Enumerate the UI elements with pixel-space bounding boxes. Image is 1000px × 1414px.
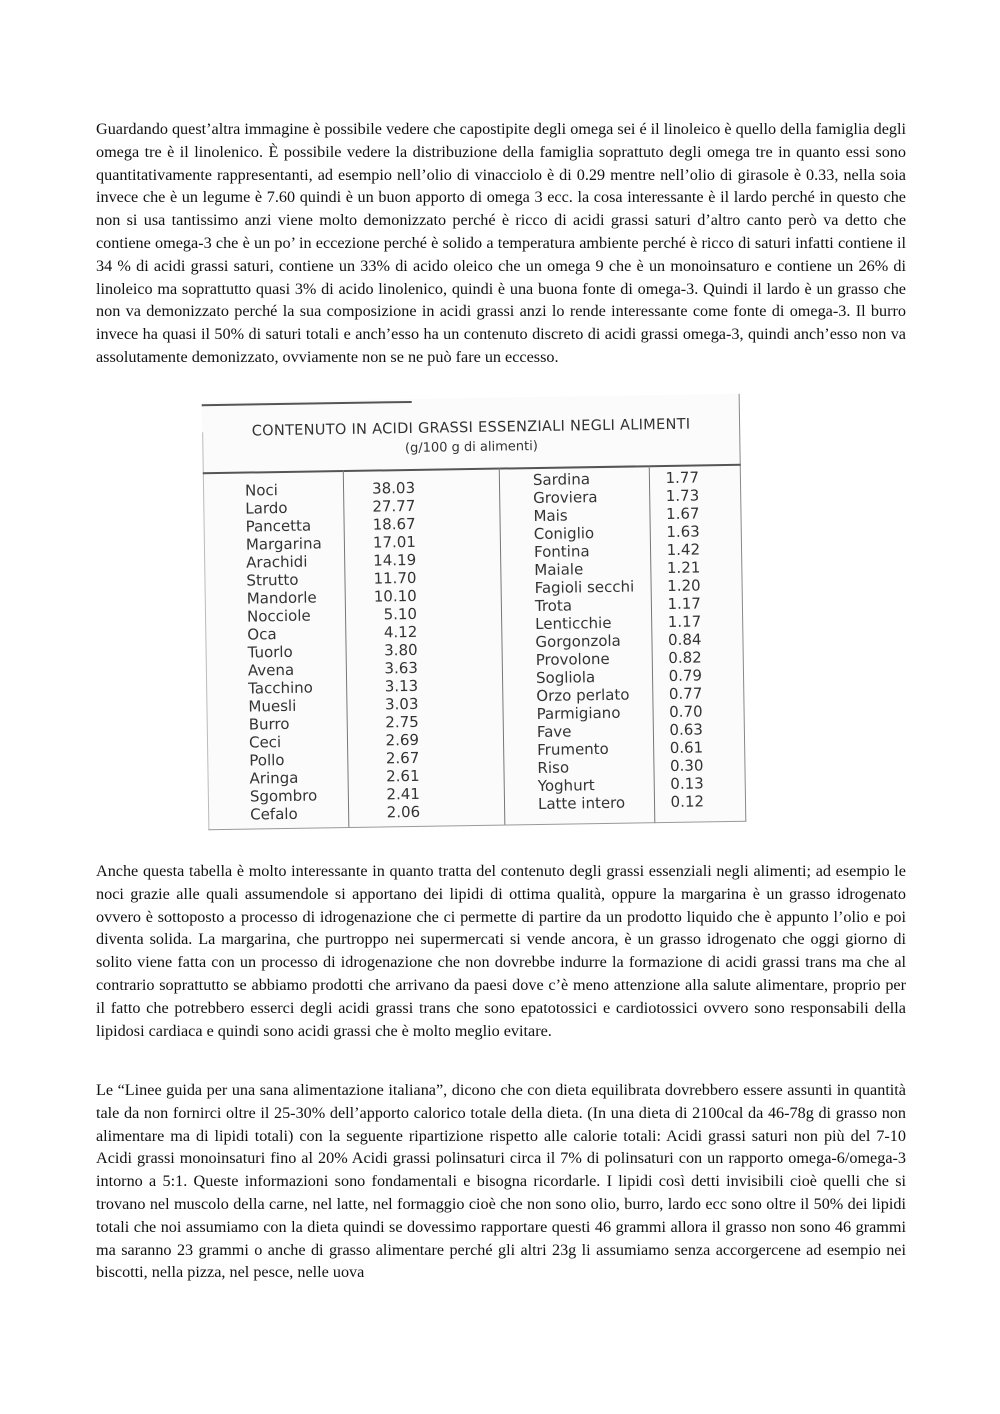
food-value: 0.70 [669,702,703,721]
food-name: Noci [244,481,279,500]
food-value: 3.13 [384,676,419,696]
food-name: Cefalo [250,804,298,824]
food-name: Fontina [533,542,590,562]
food-name: Orzo perlato [536,685,630,706]
food-name: Tacchino [248,678,314,698]
left-food-names [245,480,326,823]
table-right-edge [738,394,746,822]
food-value: 1.17 [667,612,702,631]
food-name: Avena [247,660,295,680]
food-name: Fagioli secchi [534,577,635,598]
food-name: Frumento [537,739,609,760]
food-value: 0.77 [668,684,703,703]
paragraph-dietary-guidelines: Le “Linee guida per una sana alimentazione italiana”, dicono che con dieta equilibrata dovrebbero essere assunti in quantità tale da non fornirci oltre il 25-30% dell’apporto calorico totale della dieta. (In una dieta di 2100cal da 46-78g di grasso non alimentare ma di lipidi totali) con la seguente ripartizione rispetto alle calorie totali: Acidi grassi saturi non più del 7-10 Acidi grassi monoinsaturi fino al 20% Acidi grassi polinsaturi circa il 7% di polinsaturi con un rapporto omega-6/omega-3 intorno a 5:1. Queste informazioni sono fondamentali e bisogna ricordarle. I lipidi così detti invisibili cioè quelli che si trovano nel muscolo della carne, nel latte, nel formaggio cioè che non sono olio, burro, lardo ecc sono oltre il 50% dei lipidi totali che noi assumiamo con la dieta quindi se dovessimo rapportare questi 46 grammi allora il grasso non sono 46 grammi ma saranno 23 grammi o anche di grasso alimentare perché gli altri 23g li assumiamo senza accorgercene ad esempio nei biscotti, nella pizza, nel pesce, nelle uova [96,1081,906,1282]
food-name: Nocciole [246,606,311,626]
food-name: Lardo [245,498,288,518]
food-name: Strutto [246,570,299,590]
food-value: 3.03 [384,694,419,714]
food-value: 0.82 [668,648,702,667]
food-value: 4.12 [383,622,418,642]
column-divider [343,470,350,828]
food-name: Coniglio [533,524,595,544]
food-value: 2.41 [386,784,420,804]
food-name: Sogliola [535,668,596,688]
food-value: 1.42 [666,540,701,559]
food-value: 18.67 [372,514,416,534]
food-value: 1.63 [666,522,700,541]
food-name: Sgombro [249,786,318,806]
food-name: Trota [534,596,573,616]
food-name: Margarina [245,534,322,554]
food-value: 0.30 [669,756,704,775]
food-name: Mandorle [246,588,317,608]
food-value: 0.12 [670,792,705,811]
essential-fatty-acids-table [202,394,747,830]
food-value: 2.67 [385,748,420,768]
food-name: Gorgonzola [535,631,621,652]
table-top-rule [202,401,412,406]
food-name: Arachidi [246,552,308,572]
table-title: CONTENUTO IN ACIDI GRASSI ESSENZIALI NEGLI ALIMENTI [251,416,691,440]
food-value: 2.06 [386,802,421,822]
food-name: Ceci [248,733,282,752]
food-name: Riso [537,758,570,778]
food-value: 27.77 [372,496,416,516]
column-divider [499,468,506,826]
food-name: Pancetta [245,516,312,536]
table-subtitle: (g/100 g di alimenti) [404,438,538,457]
food-name: Groviera [533,488,598,508]
food-name: Pollo [249,750,285,770]
food-value: 0.84 [667,630,702,649]
food-value: 0.79 [668,666,703,685]
food-value: 3.80 [384,640,418,660]
food-name: Tuorlo [247,642,293,662]
food-name: Sardina [532,470,591,490]
paragraph-table-commentary: Anche questa tabella è molto interessante in quanto tratta del contenuto degli grassi essenziali negli alimenti; ad esempio le noci grazie alle quali assumendole si apportano dei lipidi di ottima qualità, oppure la margarina è un grasso idrogenato ovvero è sottoposto a processo di idrogenazione che ci permette di partire da un prodotto liquido che è appunto l’olio e poi diventa solida. La margarina, che purtroppo nei supermercati si vende ancora, è un grasso idrogenato che oggi giorno di solito viene fatta con un processo di idrogenazione che non dovrebbe indurre la formazione di acidi grassi trans ma che al contrario soprattutto se abbiamo prodotti che arrivano da paesi dove c’è meno attenzione alla salute alimentare, proprio per il fatto che potrebbero esserci degli acidi grassi trans che sono epatotossici e cardiotossici ovvero sono responsabili della lipidosi cardiaca e quindi sono acidi grassi che è molto meglio evitare. [96,862,906,1040]
food-value: 1.20 [667,576,701,595]
food-value: 1.67 [665,504,700,523]
right-food-names [533,469,638,813]
food-value: 14.19 [373,550,417,570]
food-value: 0.63 [669,720,704,739]
food-name: Aringa [249,768,299,788]
food-value: 5.10 [383,604,418,624]
food-value: 1.77 [665,468,700,487]
food-name: Mais [533,506,568,526]
food-value: 10.10 [373,586,417,606]
food-name: Maiale [534,560,584,580]
food-name: Lenticchie [535,613,612,634]
food-value: 2.75 [385,712,419,732]
food-value: 1.73 [665,486,700,505]
right-food-values [651,468,704,811]
food-value: 38.03 [371,478,416,498]
food-value: 11.70 [373,568,417,588]
food-name: Oca [247,625,277,644]
food-value: 1.21 [666,558,701,577]
food-value: 3.63 [384,658,419,678]
food-name: Provolone [535,649,610,670]
left-food-values [365,479,420,822]
food-name: Latte intero [537,793,626,814]
food-name: Parmigiano [536,703,621,724]
food-name: Fave [536,722,572,742]
food-value: 2.69 [385,730,420,750]
food-value: 2.61 [386,766,420,786]
table-left-edge [202,432,209,830]
food-name: Yoghurt [537,776,595,796]
food-value: 0.61 [669,738,704,757]
paragraph-omega-families: Guardando quest’altra immagine è possibile vedere che capostipite degli omega sei é il linoleico è quello della famiglia degli omega tre è il linolenico. È possibile vedere la distribuzione della famiglia soprattuto degli omega tre in quanto essi sono quantitativamente rappresentanti, ad esempio nell’olio di vinacciolo è di 0.29 mentre nell’olio di girasole è 0.33, nella soia invece che è un legume è 7.60 quindi è un buon apporto di omega 3 ecc. la cosa interessante è il lardo perché in questo che non si usa tantissimo anzi viene molto demonizzato perché è ricco di acidi grassi saturi d’altro canto però va detto che contiene omega-3 che è un po’ in eccezione perché è solido a temperatura ambiente perché è ricco di saturi infatti contiene il 34 % di acidi grassi saturi, contiene un 33% di acido oleico che un omega 9 che è un monoinsaturo e contiene un 26% di linoleico ma soprattutto quasi 3% di acido linolenico, quindi è una buona fonte di omega-3. Quindi il lardo è un grasso che non va demonizzato perché la sua composizione in acidi grassi anzi lo rende interessante come fonte di omega-3. Il burro invece ha quasi il 50% di saturi totali e anch’esso ha un contenuto discreto di acidi grassi omega-3, quindi anch’esso non va assolutamente demonizzato, ovviamente non se ne può fare un eccesso. [96,120,906,366]
food-value: 0.13 [670,774,704,793]
food-name: Muesli [248,696,297,716]
food-value: 17.01 [372,532,417,552]
food-value: 1.17 [667,594,702,613]
food-name: Burro [248,714,290,734]
